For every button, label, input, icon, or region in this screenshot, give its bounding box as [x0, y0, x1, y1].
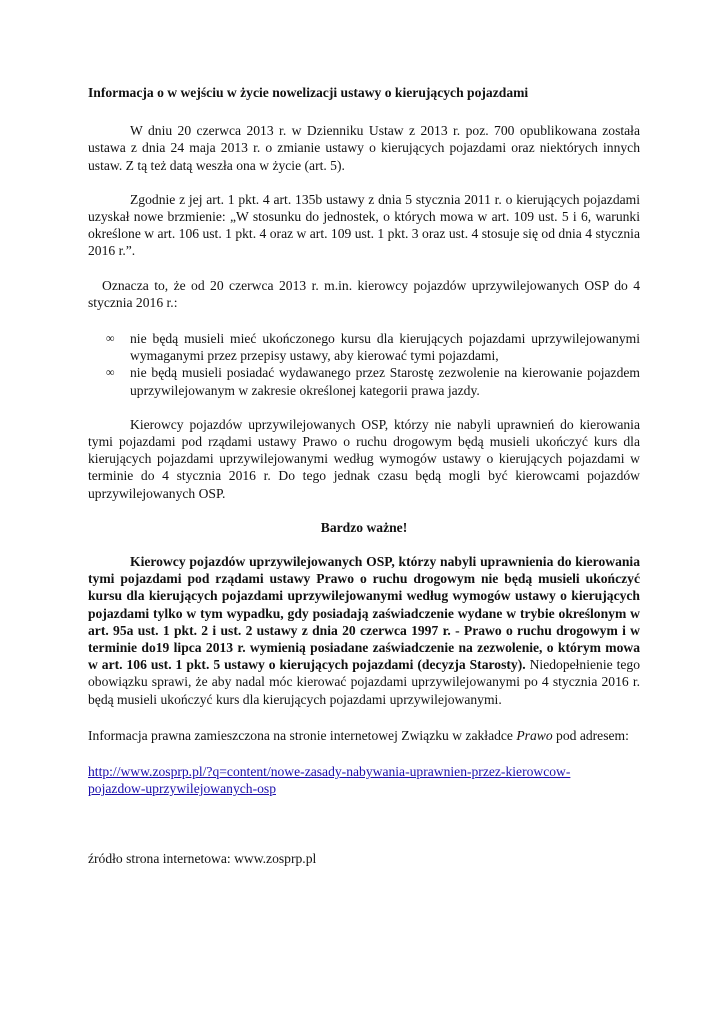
- paragraph-important: [88, 553, 640, 708]
- paragraph-meaning: Oznacza to, że od 20 czerwca 2013 r. m.in. kierowcy pojazdów uprzywilejowanych OSP do 4 stycznia 2016 r.:: [88, 277, 640, 310]
- document-body: [88, 84, 640, 867]
- legal-info-tab-name: Prawo: [516, 727, 553, 743]
- paragraph-legal-info: [88, 727, 640, 744]
- source-link-line2[interactable]: pojazdow-uprzywilejowanych-osp: [88, 781, 276, 797]
- legal-info-text-end: pod adresem:: [552, 727, 629, 743]
- list-item: [88, 364, 640, 398]
- legal-info-text: Informacja prawna zamieszczona na stronie internetowej Związku w zakładce: [88, 727, 517, 743]
- infinity-bullet-icon: ∞: [106, 331, 115, 346]
- important-heading: Bardzo ważne!: [320, 519, 408, 535]
- important-bold-text: Kierowcy pojazdów uprzywilejowanych OSP, którzy nabyli uprawnienia do kierowania tymi pojazdami pod rządami ustawy Prawo o ruchu drogowym nie będą musieli ukończyć kursu dla kierujących pojazdami uprzywilejowanymi według wymogów ustawy o kierujących pojazdami tylko w tym wypadku, gdy posiadają zaświadczenie wydane w trybie określonym w art. 95a ust. 1 pkt. 2 i ust. 2 ustawy z dnia 20 czerwca 1997 r. - Prawo o ruchu drogowym i w terminie do19 lipca 2013 r. wymienią posiadane zaświadczenie na zezwolenie, o którym mowa w art. 106 ust. 1 pkt. 5 ustawy o kierujących pojazdami (decyzja Starosty).: [88, 554, 640, 673]
- exemption-list: [88, 330, 640, 399]
- document-title: Informacja o w wejściu w życie nowelizacji ustawy o kierujących pojazdami: [88, 85, 529, 100]
- infinity-bullet-icon: ∞: [106, 365, 115, 380]
- important-normal-text: Niedopełnienie tego obowiązku sprawi, że aby nadal móc kierować pojazdami uprzywilejowanymi po 4 stycznia 2016 r. będą musieli ukończyć kurs dla kierujących pojazdami uprzywilejowanymi.: [88, 657, 640, 707]
- list-item-text: nie będą musieli mieć ukończonego kursu dla kierujących pojazdami uprzywilejowanymi wymaganymi przez przepisy ustawy, aby kierować tymi pojazdami,: [130, 331, 640, 364]
- source-link[interactable]: [88, 763, 640, 797]
- source-link-line1[interactable]: http://www.zosprp.pl/?q=content/nowe-zasady-nabywania-uprawnien-przez-kierowcow-: [88, 764, 571, 780]
- list-item: [88, 330, 640, 364]
- paragraph-article-135b: Zgodnie z jej art. 1 pkt. 4 art. 135b ustawy z dnia 5 stycznia 2011 r. o kierujących pojazdami uzyskał nowe brzmienie: „W stosunku do jednostek, o których mowa w art. 109 ust. 5 i 6, warunki określone w art. 106 ust. 1 pkt. 4 oraz w art. 109 ust. 1 pkt. 3 oraz ust. 4 stosuje się od dnia 4 stycznia 2016 r.”.: [88, 191, 640, 259]
- list-item-text: nie będą musieli posiadać wydawanego przez Starostę zezwolenie na kierowanie pojazdem uprzywilejowanym w zakresie określonej kategorii prawa jazdy.: [130, 365, 640, 398]
- paragraph-publication: W dniu 20 czerwca 2013 r. w Dzienniku Ustaw z 2013 r. poz. 700 opublikowana została ustawa z dnia 24 maja 2013 r. o zmianie ustawy o kierujących pojazdami oraz niektórych innych ustaw. Z tą też datą weszła ona w życie (art. 5).: [88, 123, 640, 173]
- source-note: źródło strona internetowa: www.zosprp.pl: [88, 850, 317, 866]
- paragraph-drivers-without-rights: Kierowcy pojazdów uprzywilejowanych OSP, którzy nie nabyli uprawnień do kierowania tymi pojazdami pod rządami ustawy Prawo o ruchu drogowym będą musieli ukończyć kurs dla kierujących pojazdami uprzywilejowanymi według wymogów ustawy o kierujących pojazdami w terminie do 4 stycznia 2016 r. Do tego jednak czasu będą mogli być kierowcami pojazdów uprzywilejowanych OSP.: [88, 416, 640, 501]
